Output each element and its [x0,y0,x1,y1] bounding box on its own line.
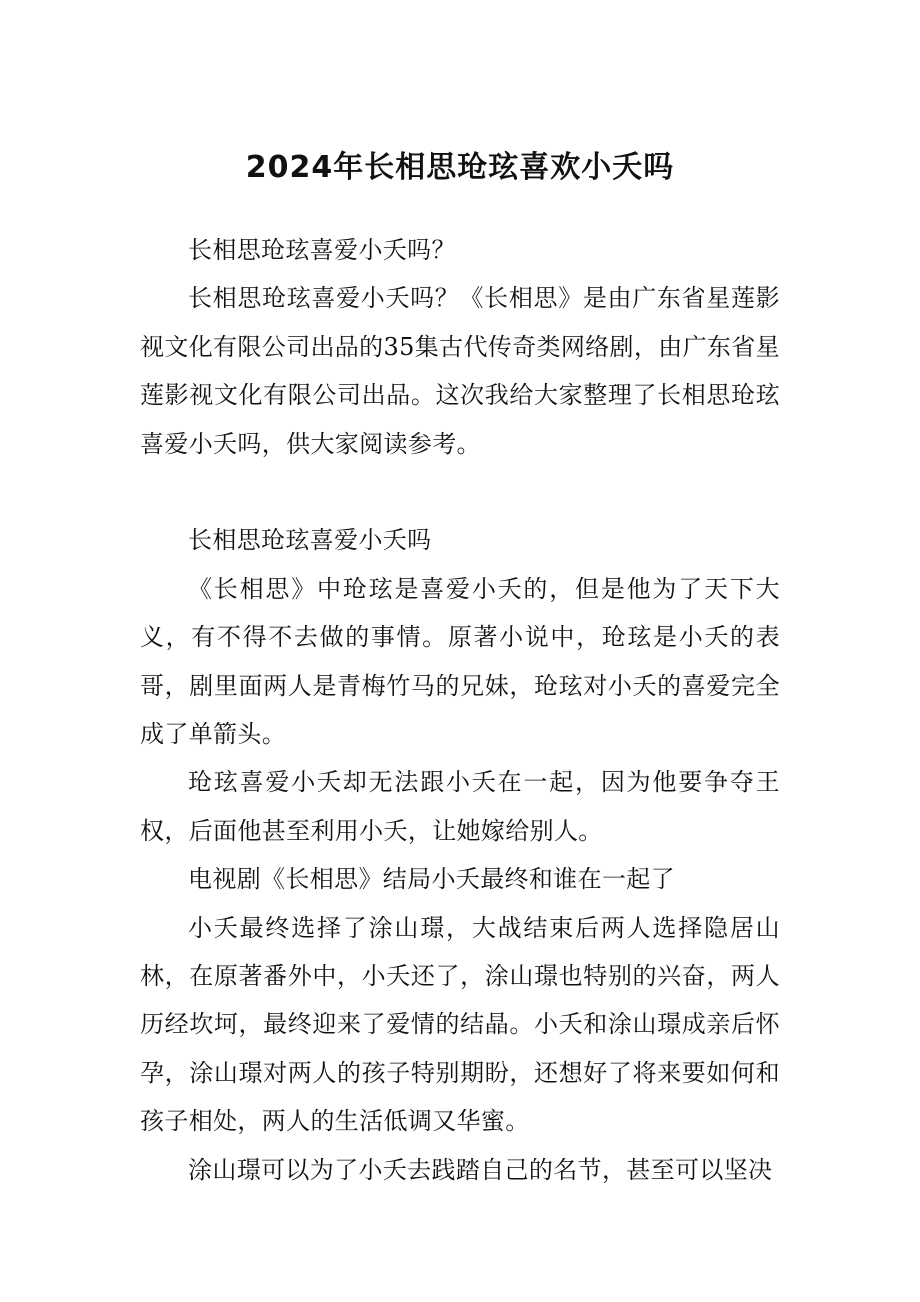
paragraph-body-2: 玱玹喜爱小夭却无法跟小夭在一起，因为他要争夺王权，后面他甚至利用小夭，让她嫁给别人。 [140,768,780,845]
paragraph-body-1: 《长相思》中玱玹是喜爱小夭的，但是他为了天下大义，有不得不去做的事情。原著小说中，玱玹是小夭的表哥，剧里面两人是青梅竹马的兄妹，玱玹对小夭的喜爱完全成了单箭头。 [140,574,780,749]
paragraph-body-3: 小夭最终选择了涂山璟，大战结束后两人选择隐居山林，在原著番外中，小夭还了，涂山璟也特别的兴奋，两人历经坎坷，最终迎来了爱情的结晶。小夭和涂山璟成亲后怀孕，涂山璟对两人的孩子特别期盼，还想好了将来要如何和孩子相处，两人的生活低调又华蜜。 [140,913,780,1136]
paragraph-subheading-3: 电视剧《长相思》结局小夭最终和谁在一起了 [188,865,675,894]
paragraph-subheading-1: 长相思玱玹喜爱小夭吗？ [188,236,456,264]
document-body [140,226,780,1194]
paragraph-intro: 长相思玱玹喜爱小夭吗？《长相思》是由广东省星莲影视文化有限公司出品的35集古代传奇类网络剧，由广东省星莲影视文化有限公司出品。这次我给大家整理了长相思玱玹喜爱小夭吗，供大家阅读参考。 [140,284,780,458]
paragraph-body-4: 涂山璟可以为了小夭去践踏自己的名节，甚至可以坚决 [188,1155,773,1184]
document-title: 2024年长相思玱玹喜欢小夭吗 [245,150,675,185]
paragraph-blank [140,468,780,516]
paragraph-subheading-2: 长相思玱玹喜爱小夭吗 [188,526,432,555]
